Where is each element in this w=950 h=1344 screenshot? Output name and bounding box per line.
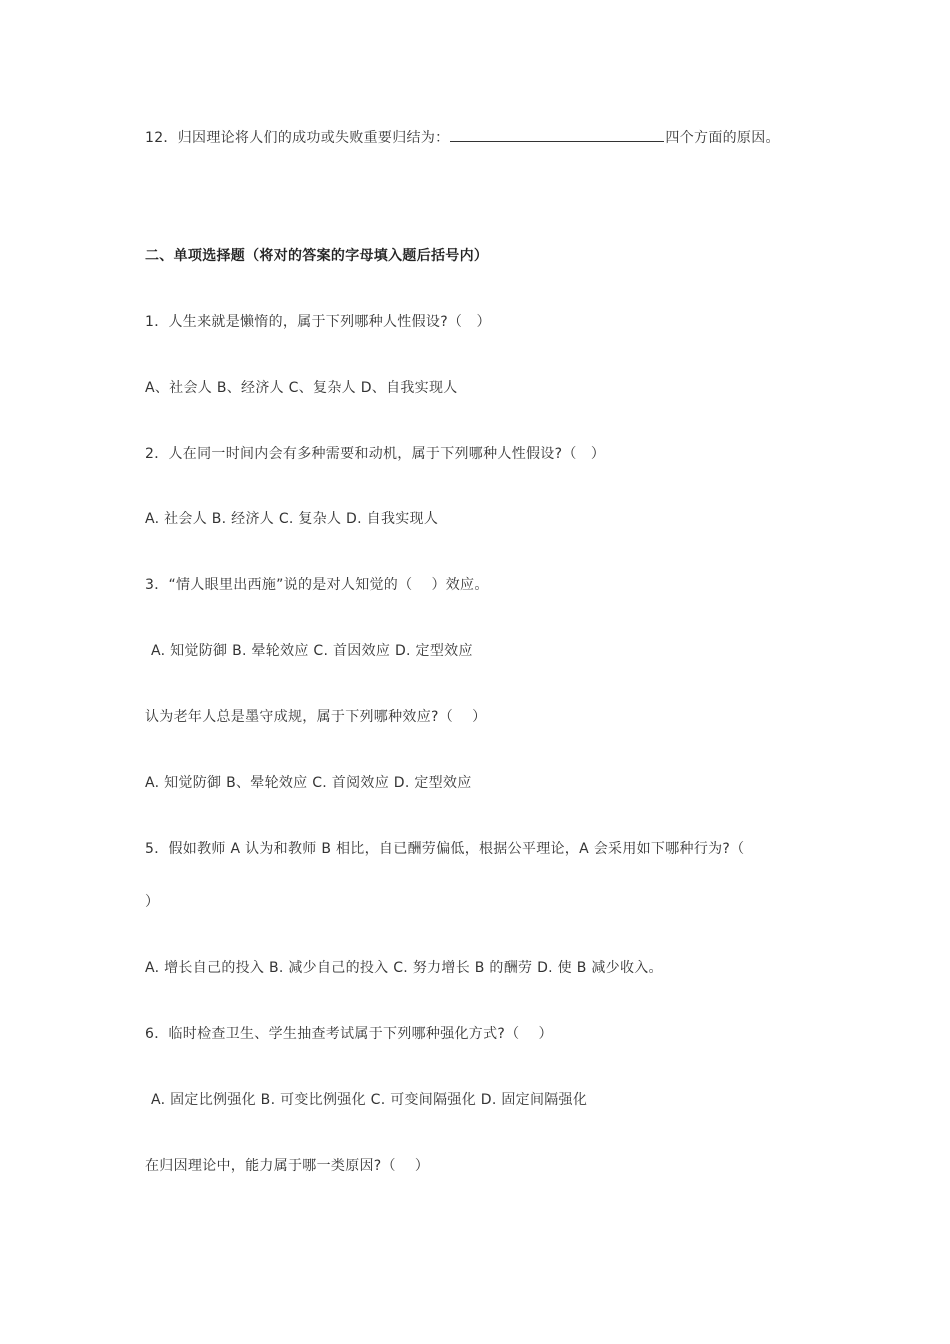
question-stem: 2．人在同一时间内会有多种需要和动机，属于下列哪种人性假设?（ ） bbox=[145, 446, 606, 462]
question-options: A. 增长自己的投入 B. 减少自己的投入 C. 努力增长 B 的酬劳 D. 使 B 减少收入。 bbox=[145, 960, 663, 976]
question-12-suffix: 四个方面的原因。 bbox=[665, 130, 780, 146]
question-stem: 3．“情人眼里出西施”说的是对人知觉的（ ）效应。 bbox=[145, 577, 489, 593]
question-stem: 1．人生来就是懒惰的，属于下列哪种人性假设?（ ） bbox=[145, 314, 491, 330]
question-stem: 5．假如教师 A 认为和教师 B 相比，自已酬劳偏低，根据公平理论，A 会采用如下哪种行为?（ bbox=[145, 841, 745, 857]
question-options: A. 社会人 B. 经济人 C. 复杂人 D. 自我实现人 bbox=[145, 511, 439, 527]
question-stem: 在归因理论中，能力属于哪一类原因?（ ） bbox=[145, 1158, 430, 1174]
question-options: A. 固定比例强化 B. 可变比例强化 C. 可变间隔强化 D. 固定间隔强化 bbox=[151, 1092, 588, 1108]
question-stem-continuation: ） bbox=[145, 894, 160, 910]
question-options: A. 知觉防御 B. 晕轮效应 C. 首因效应 D. 定型效应 bbox=[151, 643, 473, 659]
question-12-prefix: 12．归因理论将人们的成功或失败重要归结为： bbox=[145, 130, 450, 146]
section-heading: 二、单项选择题（将对的答案的字母填入题后括号内） bbox=[145, 248, 489, 264]
question-options: A、社会人 B、经济人 C、复杂人 D、自我实现人 bbox=[145, 380, 458, 396]
answer-blank bbox=[450, 127, 664, 142]
question-stem: 认为老年人总是墨守成规，属于下列哪种效应?（ ） bbox=[145, 709, 487, 725]
question-12 bbox=[145, 127, 780, 148]
question-options: A. 知觉防御 B、晕轮效应 C. 首阅效应 D. 定型效应 bbox=[145, 775, 472, 791]
question-stem: 6．临时检查卫生、学生抽查考试属于下列哪种强化方式?（ ） bbox=[145, 1026, 553, 1042]
